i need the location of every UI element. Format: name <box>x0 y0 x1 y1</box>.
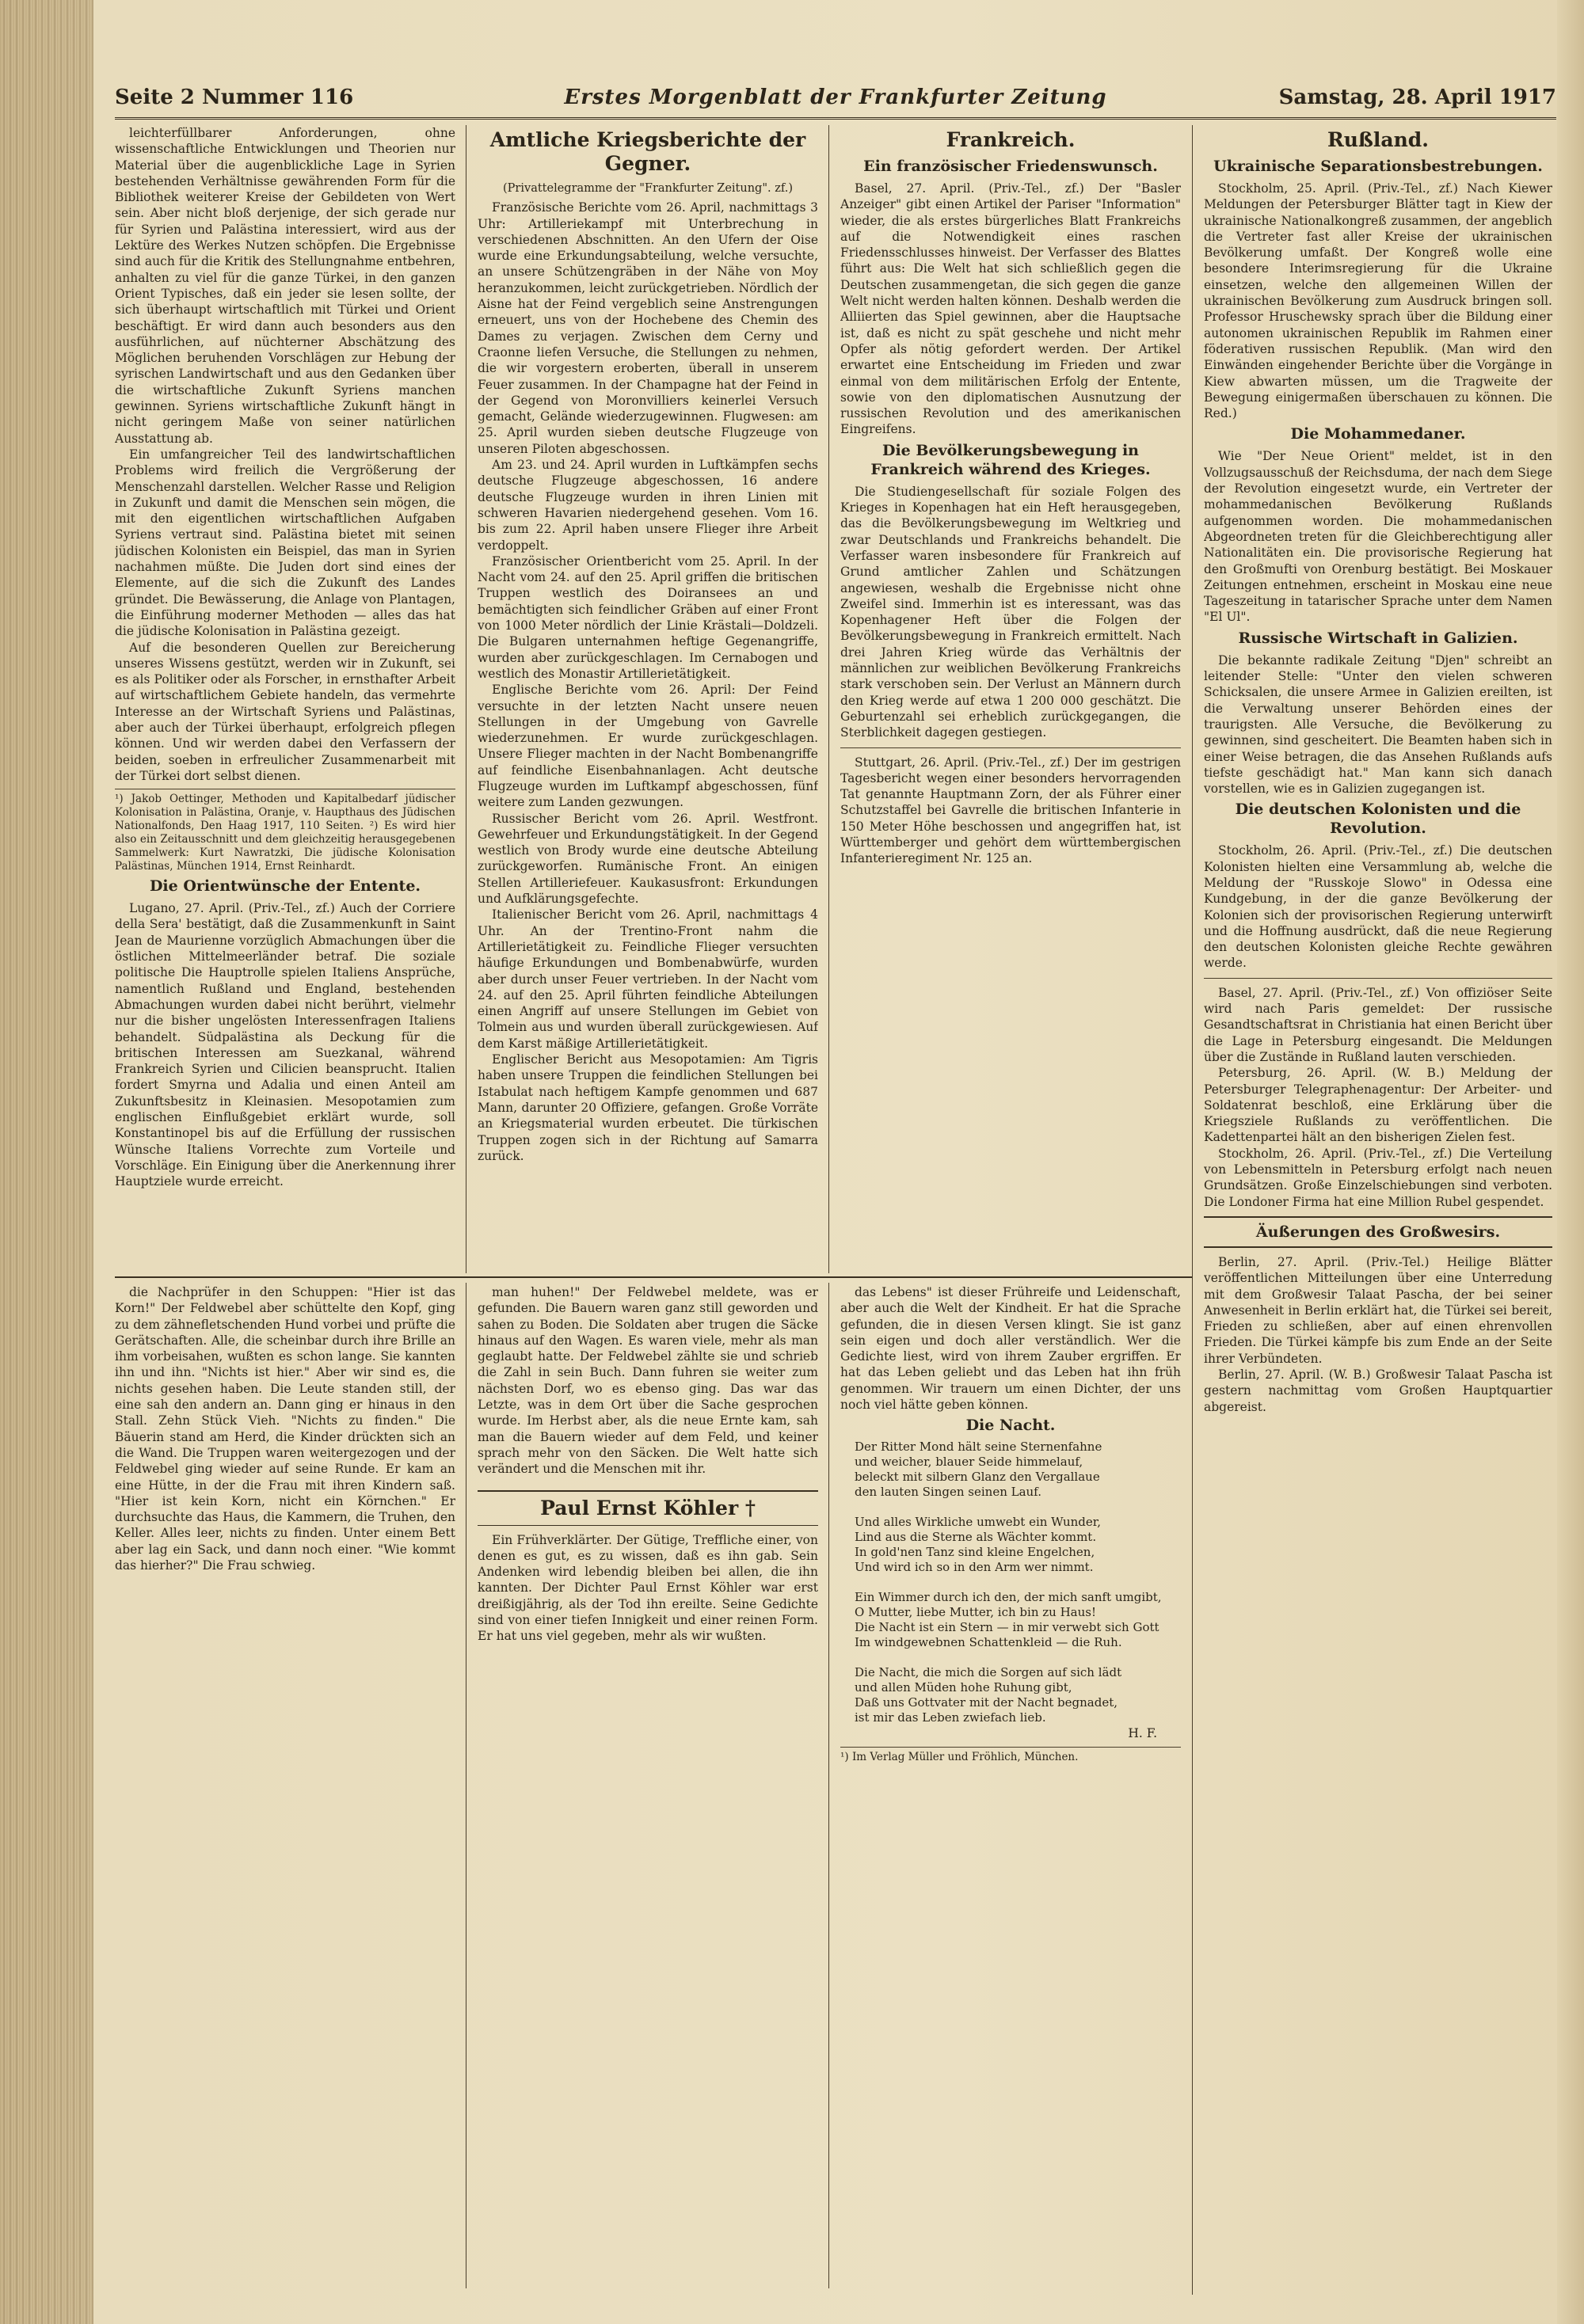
headline-grosswesir: Äußerungen des Großwesirs. <box>1255 1223 1501 1241</box>
headline-galizien: Russische Wirtschaft in Galizien. <box>1238 629 1518 647</box>
headline-kriegsberichte: Amtliche Kriegsberichte der Gegner. <box>489 128 806 175</box>
article-text: Stockholm, 26. April. (Priv.-Tel., zf.) Die deutschen Kolonisten hielten eine Versammlung ab, welche die Meldung der "Russkoje Slowo" in Odessa eine Kundgebung, in der die ganze Bevölkerung der Kolonien sich der provisorischen Regierung unterwirft und die Hoffnung ausdrückt, daß die neue Regierung den deutschen Kolonisten gleiche Rechte gewähren werde. <box>1204 843 1552 971</box>
article-text: Basel, 27. April. (Priv.-Tel., zf.) Von offiziöser Seite wird nach Paris gemeldet: Der russische Gesandtschaftsrat in Christiania hat einen Bericht über die Lage in Petersburg eingesandt. Die Meldungen über die Zustände in Rußland lauten verschieden. <box>1204 985 1552 1064</box>
article-text: Italienischer Bericht vom 26. April, nachmittags 4 Uhr. An der Trentino-Front nahm die Artillerietätigkeit zu. Feindliche Flieger versuchten häufige Erkundungen und Bombenabwürfe, wurden aber durch unser Feuer vertrieben. In der Nacht vom 24. auf den 25. April führten feindliche Abteilungen einen Angriff auf unsere Stellungen im Gebiet von Tolmein aus und wurden überall zurückgewiesen. Auf dem Karst mäßige Artillerietätigkeit. <box>478 907 818 1051</box>
headline-friedenswunsch: Ein französischer Friedenswunsch. <box>863 158 1158 175</box>
column-1 <box>115 125 455 1273</box>
book-spine <box>0 0 93 2324</box>
article-text: Englischer Bericht aus Mesopotamien: Am Tigris haben unsere Truppen die feindlichen Stellungen bei Istabulat nach heftigem Kampfe genommen und 687 Mann, darunter 20 Offiziere, gefangen. Große Vorräte an Kriegsmaterial wurden erbeutet. Die türkischen Truppen zogen sich in der Richtung auf Samarra zurück. <box>478 1052 818 1163</box>
headline-mohammedaner: Die Mohammedaner. <box>1290 425 1466 443</box>
newspaper-title: Erstes Morgenblatt der Frankfurter Zeitung <box>564 86 1107 109</box>
article-text: Die Studiengesellschaft für soziale Folgen des Krieges in Kopenhagen hat ein Heft herausgegeben, das die Bevölkerungsbewegung im Weltkrieg und zwar Deutschlands und Frankreichs behandelt. Die Verfasser waren insbesondere für Frankreich auf Grund amtlicher Zahlen und Schätzungen angewiesen, weshalb die Ergebnisse nicht ohne Zweifel sind. Immerhin ist es interessant, was das Kopenhagener Heft über die Folgen der Bevölkerungsbewegung in Frankreich ermittelt. Nach drei Jahren Krieg würde das Verhältnis der männlichen zur weiblichen Bevölkerung Frankreichs stark verschoben sein. Der Verlust an Männern durch den Krieg werde auf etwa 1 200 000 geschätzt. Die Geburtenzahl sei erheblich zurückgegangen, die Sterblichkeit dagegen gestiegen. <box>840 484 1181 740</box>
headline-ukraine: Ukrainische Separationsbestrebungen. <box>1213 158 1543 175</box>
article-text: Französische Berichte vom 26. April, nachmittags 3 Uhr: Artilleriekampf mit Unterbrechung in verschiedenen Abschnitten. An den Ufern der Oise wurde eine Erkundungsabteilung, welche versuchte, an unsere Schützengräben in der Nähe von Moy heranzukommen, leicht zurückgetrieben. Nördlich der Aisne hat der Feind vergeblich seine Anstrengungen erneuert, uns von der Hochebene des Chemin des Dames zu verjagen. Zwischen dem Cerny und Craonne liefen Versuche, die Stellungen zu nehmen, die wir vorgestern eroberten, überall in unserem Feuer zusammen. In der Champagne hat der Feind in der Gegend von Moronvilliers keinerlei Versuch gemacht, Gelände wiederzugewinnen. Flugwesen: am 25. April wurden sieben deutsche Flugzeuge von unseren Piloten abgeschossen. <box>478 200 818 456</box>
column-2 <box>478 125 818 1273</box>
headline-orientwuensche: Die Orientwünsche der Entente. <box>149 877 421 896</box>
article-text: Die bekannte radikale Zeitung "Djen" schreibt an leitender Stelle: "Unter den vielen schweren Schicksalen, die unsere Armee in Galizien ereilten, ist die Verwaltung unserer Behörden eines der traurigsten. Alle Versuche, die Bevölkerung zu gewinnen, sind gescheitert. Die Beamten haben sich in einer Weise betragen, die das Ansehen Rußlands aufs tiefste geschädigt hat." Man kann sich danach vorstellen, wie es in Galizien zugegangen ist. <box>1204 652 1552 797</box>
column-4 <box>1204 125 1552 2287</box>
article-text: Am 23. und 24. April wurden in Luftkämpfen sechs deutsche Flugzeuge abgeschossen, 16 andere deutsche Flugzeuge wurden in ihren Linien mit schweren Havarien niedergehend gesehen. Vom 16. bis zum 22. April haben unsere Flieger ihre Arbeit verdoppelt. <box>478 458 818 553</box>
feuilleton-text: die Nachprüfer in den Schuppen: "Hier ist das Korn!" Der Feldwebel aber schüttelte den Kopf, ging zu dem zähnefletschenden Hund vorbei und prüfte die Gerätschaften. Alle, die scheinbar durch ihre Brille an ihm vorbeisahen, wußten es schon lange. Sie kannten ihn und ihn. "Nichts ist hier." Aber wir sind es, die nichts gesehen haben. Die Leute standen still, der eine sah den andern an. Dann ging er hinaus in den Stall. Zehn Stück Vieh. "Nichts zu finden." Die Bäuerin stand am Herd, die Kinder drückten sich an die Wand. Die Truppen waren weitergezogen und der Feldwebel ging wieder auf seine Runde. Er kam an eine Hütte, in der die Frau mit ihren Kindern saß. "Hier ist kein Korn, nicht ein Körnchen." Er durchsuchte das Haus, die Kammern, die Truhen, den Keller. Alles leer, nichts zu finden. Unter einem Bett aber lag ein Sack, und dann noch einer. "Wie kommt das hierher?" Die Frau schwieg. <box>115 1285 455 1573</box>
article-text: Berlin, 27. April. (W. B.) Großwesir Talaat Pascha ist gestern nachmittag vom Großen Hauptquartier abgereist. <box>1204 1367 1552 1414</box>
article-text: Wie "Der Neue Orient" meldet, ist in den Vollzugsausschuß der Reichsduma, der nach dem Siege der Revolution eingesetzt wurde, ein Vertreter der mohammedanischen Bevölkerung Rußlands aufgenommen worden. Die mohammedanischen Abgeordneten treten für die Gleichberechtigung aller Nationalitäten ein. Die provisorische Regierung hat den Großmufti von Orenburg bestätigt. Bei Moskauer Zeitungen entnehmen, erscheint in Moskau eine neue Tageszeitung in tatarischer Sprache unter dem Namen "El Ul". <box>1204 449 1552 625</box>
headline-frankreich: Frankreich. <box>946 128 1076 151</box>
article-text: Russischer Bericht vom 26. April. Westfront. Gewehrfeuer und Erkundungstätigkeit. In der Gegend westlich von Brody wurde eine deutsche Abteilung zurückgeworfen. Rumänische Front. An einigen Stellen Artilleriefeuer. Kaukasusfront: Erkundungen und Aufklärungsgefechte. <box>478 811 818 907</box>
footnote: ¹) Im Verlag Müller und Fröhlich, München. <box>840 1747 1181 1764</box>
article-text: Petersburg, 26. April. (W. B.) Meldung der Petersburger Telegraphenagentur: Der Arbeiter- und Soldatenrat beschloß, eine Erklärung über die Kriegsziele Rußlands zu veröffentlichen. Die Kadettenpartei hält an den bisherigen Zielen fest. <box>1204 1066 1552 1145</box>
page-number: Seite 2 Nummer 116 <box>115 86 354 109</box>
feuilleton-text: das Lebens" ist dieser Frühreife und Leidenschaft, aber auch die Welt der Kindheit. Er hat die Sprache gefunden, die in diesen Versen klingt. Sie ist ganz sein eigen und doch aller verständlich. Wer die Gedichte liest, wird von ihrem Zauber ergriffen. Er hat das Leben geliebt und das Leben hat ihn früh genommen. Wir trauern um einen Dichter, der uns noch viel hätte geben können. <box>840 1285 1181 1413</box>
headline-koehler: Paul Ernst Köhler † <box>540 1496 756 1520</box>
footnotes: ¹) Jakob Oettinger, Methoden und Kapitalbedarf jüdischer Kolonisation in Palästina, Oranje, v. Haupthaus des Jüdischen Nationalfonds, Den Haag 1917, 110 Seiten. ²) Es wird hier also ein Zeitausschnitt und dem gleichzeitig herausgegebenen Sammelwerk: Kurt Nawratzki, Die jüdische Kolonisation Palästinas, München 1914, Ernst Reinhardt. <box>115 789 455 873</box>
article-text: Stuttgart, 26. April. (Priv.-Tel., zf.) Der im gestrigen Tagesbericht wegen einer besonders hervorragenden Tat genannte Hauptmann Zorn, der als Führer einer Schutzstaffel bei Gavrelle die britischen Infanterie in 150 Meter Höhe beschossen und angegriffen hat, ist Württemberger und gehört dem württembergischen Infanterieregiment Nr. 125 an. <box>840 755 1181 866</box>
article-text: Basel, 27. April. (Priv.-Tel., zf.) Der "Basler Anzeiger" gibt einen Artikel der Pariser "Information" wieder, die als erstes bürgerliches Blatt Frankreichs auf die Notwendigkeit eines raschen Friedensschlusses hinweist. Der Verfasser des Blattes führt aus: Die Welt hat sich schließlich gegen die Deutschen zusammengetan, die sich gegen die ganze Welt nicht werden halten können. Deshalb werden die Alliierten das Spiel gewinnen, aber die Hauptsache ist, daß es nicht zu spät geschehe und nicht mehr Opfer als nötig gefordert werden. Der Artikel erwartet eine Entscheidung im Frieden und zwar einmal von dem militärischen Erfolg der Entente, sowie von den diplomatischen Ausnutzung der russischen Revolution und des amerikanischen Eingreifens. <box>840 181 1181 437</box>
poem-title: Die Nacht. <box>965 1417 1056 1435</box>
article-text: Französischer Orientbericht vom 25. April. In der Nacht vom 24. auf den 25. April griffen die britischen Truppen westlich des Doiransees an und bemächtigten sich feindlicher Gräben auf einer Front von 1000 Meter nördlich der Linie Krästali—Doldzeli. Die Bulgaren unternahmen heftige Gegenangriffe, wurden aber zurückgeschlagen. Im Cernabogen und westlich des Monastir Artillerietätigkeit. <box>478 553 818 681</box>
feuilleton-middle <box>478 1284 818 2286</box>
obituary-text: Ein Frühverklärter. Der Gütige, Treffliche einer, von denen es gut, es zu wissen, daß es ihn gab. Sein Andenken wird lebendig bleiben bei allen, die ihn kannten. Der Dichter Paul Ernst Köhler war erst dreißigjährig, als der Tod ihn ereilte. Seine Gedichte sind von einer tiefen Innigkeit und einer reinen Form. Er hat uns viel gegeben, mehr als wir wußten. <box>478 1532 818 1644</box>
article-text: leichterfüllbarer Anforderungen, ohne wissenschaftliche Entwicklungen und Theorien nur Material über die augenblickliche Lage in Syrien bestehenden Verhältnisse gewährenden Form für die Bibliothek weiterer Kreise der Gebildeten von Wert sein. Aber nicht bloß derjenige, der sich gerade nur für Syrien und Palästina interessiert, wird aus der Lektüre des Werkes Nutzen schöpfen. Die Ergebnisse sind auch für die Kritik des Stellungnahme entbehren, anhalten zu viel für die ganze Türkei, in den ganzen Orient Typisches, daß ein jeder sie lesen sollte, der sich überhaupt wirtschaftlich mit Türkei und Orient beschäftigt. Er wird dann auch besonders aus den ausführlichen, auf nüchterner Abschätzung des Möglichen beruhenden Vorschlägen zur Hebung der syrischen Landwirtschaft und aus den Gedanken über die wirtschaftliche Zukunft Syriens manchen gewinnen. Syriens wirtschaftliche Zukunft hängt in nicht geringem Maße von seiner natürlichen Ausstattung ab. <box>115 126 455 446</box>
headline-kolonisten: Die deutschen Kolonisten und die Revolution. <box>1235 801 1521 838</box>
subheadline: (Privattelegramme der "Frankfurter Zeitung". zf.) <box>503 182 793 195</box>
poem: Der Ritter Mond hält seine Sternenfahne und weicher, blauer Seide himmelauf, beleckt mit silbern Glanz den Vergallaue den lauten Singen seinen Lauf. Und alles Wirkliche umwebt ein Wunder, Lind aus die Sterne als Wächter kommt. In gold'nen Tanz sind kleine Engelchen, Und wird ich so in den Arm wer nimmt. Ein Wimmer durch ich den, der mich sanft umgibt, O Mutter, liebe Mutter, ich bin zu Haus! Die Nacht ist ein Stern — in mir verwebt sich Gott Im windgewebnen Schattenkleid — die Ruh. Die Nacht, die mich die Sorgen auf sich lädt und allen Müden hohe Ruhung gibt, Daß uns Gottvater mit der Nacht begnadet, ist mir das Leben zwiefach lieb. <box>855 1440 1162 1725</box>
masthead <box>115 86 1556 120</box>
issue-date: Samstag, 28. April 1917 <box>1278 86 1556 109</box>
article-text: Stockholm, 25. April. (Priv.-Tel., zf.) Nach Kiewer Meldungen der Petersburger Blätter tagt in Kiew der ukrainische Nationalkongreß zusammen, der angeblich die Vertreter fast aller Kreise der ukrainischen Bevölkerung umfaßt. Der Kongreß wolle eine besondere Interimsregierung für die Ukraine einsetzen, welche den allgemeinen Willen der ukrainischen Bevölkerung zum Ausdruck bringen soll. Professor Hruschewsky sprach über die Bildung einer autonomen ukrainischen Republik im Rahmen einer föderativen russischen Republik. (Man wird den Einwänden eingehender Berichte über die Vorgänge in Kiew abwarten müssen, um die Tragweite der Bewegung einigermaßen überschauen zu können. Die Red.) <box>1204 181 1552 421</box>
feuilleton-right <box>840 1284 1181 2286</box>
headline-bevoelkerung: Die Bevölkerungsbewegung in Frankreich während des Krieges. <box>870 441 1151 478</box>
feuilleton-left <box>115 1284 455 2286</box>
article-text: Auf die besonderen Quellen zur Bereicherung unseres Wissens gestützt, werden wir in Zukunft, sei es als Politiker oder als Forscher, in ernsthafter Arbeit auf wirtschaftlichem Gebiete handeln, das vermehrte Interesse an der Wirtschaft Syriens und Palästinas, aber auch der Türkei überhaupt, erfolgreich pflegen können. Und wir werden dabei den Verfassern der beiden, soeben in erfreulicher Zusammenarbeit mit der Türkei dort selbst dienen. <box>115 640 455 783</box>
article-text: Stockholm, 26. April. (Priv.-Tel., zf.) Die Verteilung von Lebensmitteln in Petersburg erfolgt nach neuen Grundsätzen. Große Einzelschiebungen sind verboten. Die Londoner Firma hat eine Million Rubel gespendet. <box>1204 1146 1552 1209</box>
signature: H. F. <box>1128 1726 1157 1741</box>
feuilleton-text: man huhen!" Der Feldwebel meldete, was er gefunden. Die Bauern waren ganz still geworden und sahen zu Boden. Die Soldaten aber trugen die Säcke hinaus auf den Wagen. Es waren viele, mehr als man geglaubt hatte. Der Feldwebel zählte sie und schrieb die Zahl in sein Buch. Dann fuhren sie weiter zum nächsten Dorf, wo es ebenso ging. Das war das Letzte, was in dem Ort über die Sache gesprochen wurde. Im Herbst aber, als die neue Ernte kam, sah man die Bauern wieder auf dem Feld, und keiner sprach mehr von den Säcken. Die Welt hatte sich verändert und die Menschen mit ihr. <box>478 1285 818 1477</box>
column-3 <box>840 125 1181 1273</box>
headline-russland: Rußland. <box>1327 128 1429 151</box>
article-text: Englische Berichte vom 26. April: Der Feind versuchte in der letzten Nacht unsere neuen Stellungen in der Umgebung von Gavrelle wiederzunehmen. Er wurde zurückgeschlagen. Unsere Flieger machten in der Nacht Bombenangriffe auf feindliche Eisenbahnanlagen. Acht deutsche Flugzeuge wurden im Luftkampf abgeschossen, fünf weitere zum Landen gezwungen. <box>478 683 818 810</box>
article-text: Ein umfangreicher Teil des landwirtschaftlichen Problems wird freilich die Vergrößerung der Menschenzahl darstellen. Welcher Rasse und Religion in Zukunft und damit die Menschen sein mögen, die mit den eigentlichen wirtschaftlichen Aufgaben Syriens vertraut sind. Palästina bietet mit seinen jüdischen Kolonisten ein Beispiel, das man in Syrien nachahmen müßte. Die Juden dort sind eines der Elemente, auf die sich die Zukunft des Landes gründet. Die Bewässerung, die Anlage von Plantagen, die Einführung moderner Methoden — alles das hat die jüdische Kolonisation in Palästina gezeigt. <box>115 447 455 639</box>
article-text: Berlin, 27. April. (Priv.-Tel.) Heilige Blätter veröffentlichen Mitteilungen über eine Unterredung mit dem Großwesir Talaat Pascha, der bei seiner Anwesenheit in Berlin erklärt hat, die Türkei sei bereit, Frieden zu schließen, aber auf einen ehrenvollen Frieden. Die Türkei kämpfe bis zum Ende an der Seite ihrer Verbündeten. <box>1204 1254 1552 1366</box>
article-text: Lugano, 27. April. (Priv.-Tel., zf.) Auch der Corriere della Sera' bestätigt, daß die Zusammenkunft in Saint Jean de Maurienne vorzüglich Abmachungen über die östlichen Mittelmeerländer betraf. Die soziale politische Die Hauptrolle spielen Italiens Ansprüche, namentlich Rußland und England, bestehenden Abmachungen wurden dabei nicht berührt, vielmehr nur die bisher ungelösten Interessenfragen Italiens behandelt. Südpalästina als Deckung für die britischen Interessen am Suezkanal, während Frankreich Syrien und Cilicien beansprucht. Italien fordert Smyrna und Adalia und einen Anteil am Zukunftsbesitz in Kleinasien. Mesopotamien zum englischen Einflußgebiet erklärt wurde, soll Konstantinopel bis auf die Erfüllung der russischen Wünsche Italiens Vorrechte zum Vorteile und Vorschläge. Ein Einigung über die Anerkennung ihrer Hauptziele wurde erreicht. <box>115 901 455 1189</box>
page-edge <box>1557 0 1584 2324</box>
